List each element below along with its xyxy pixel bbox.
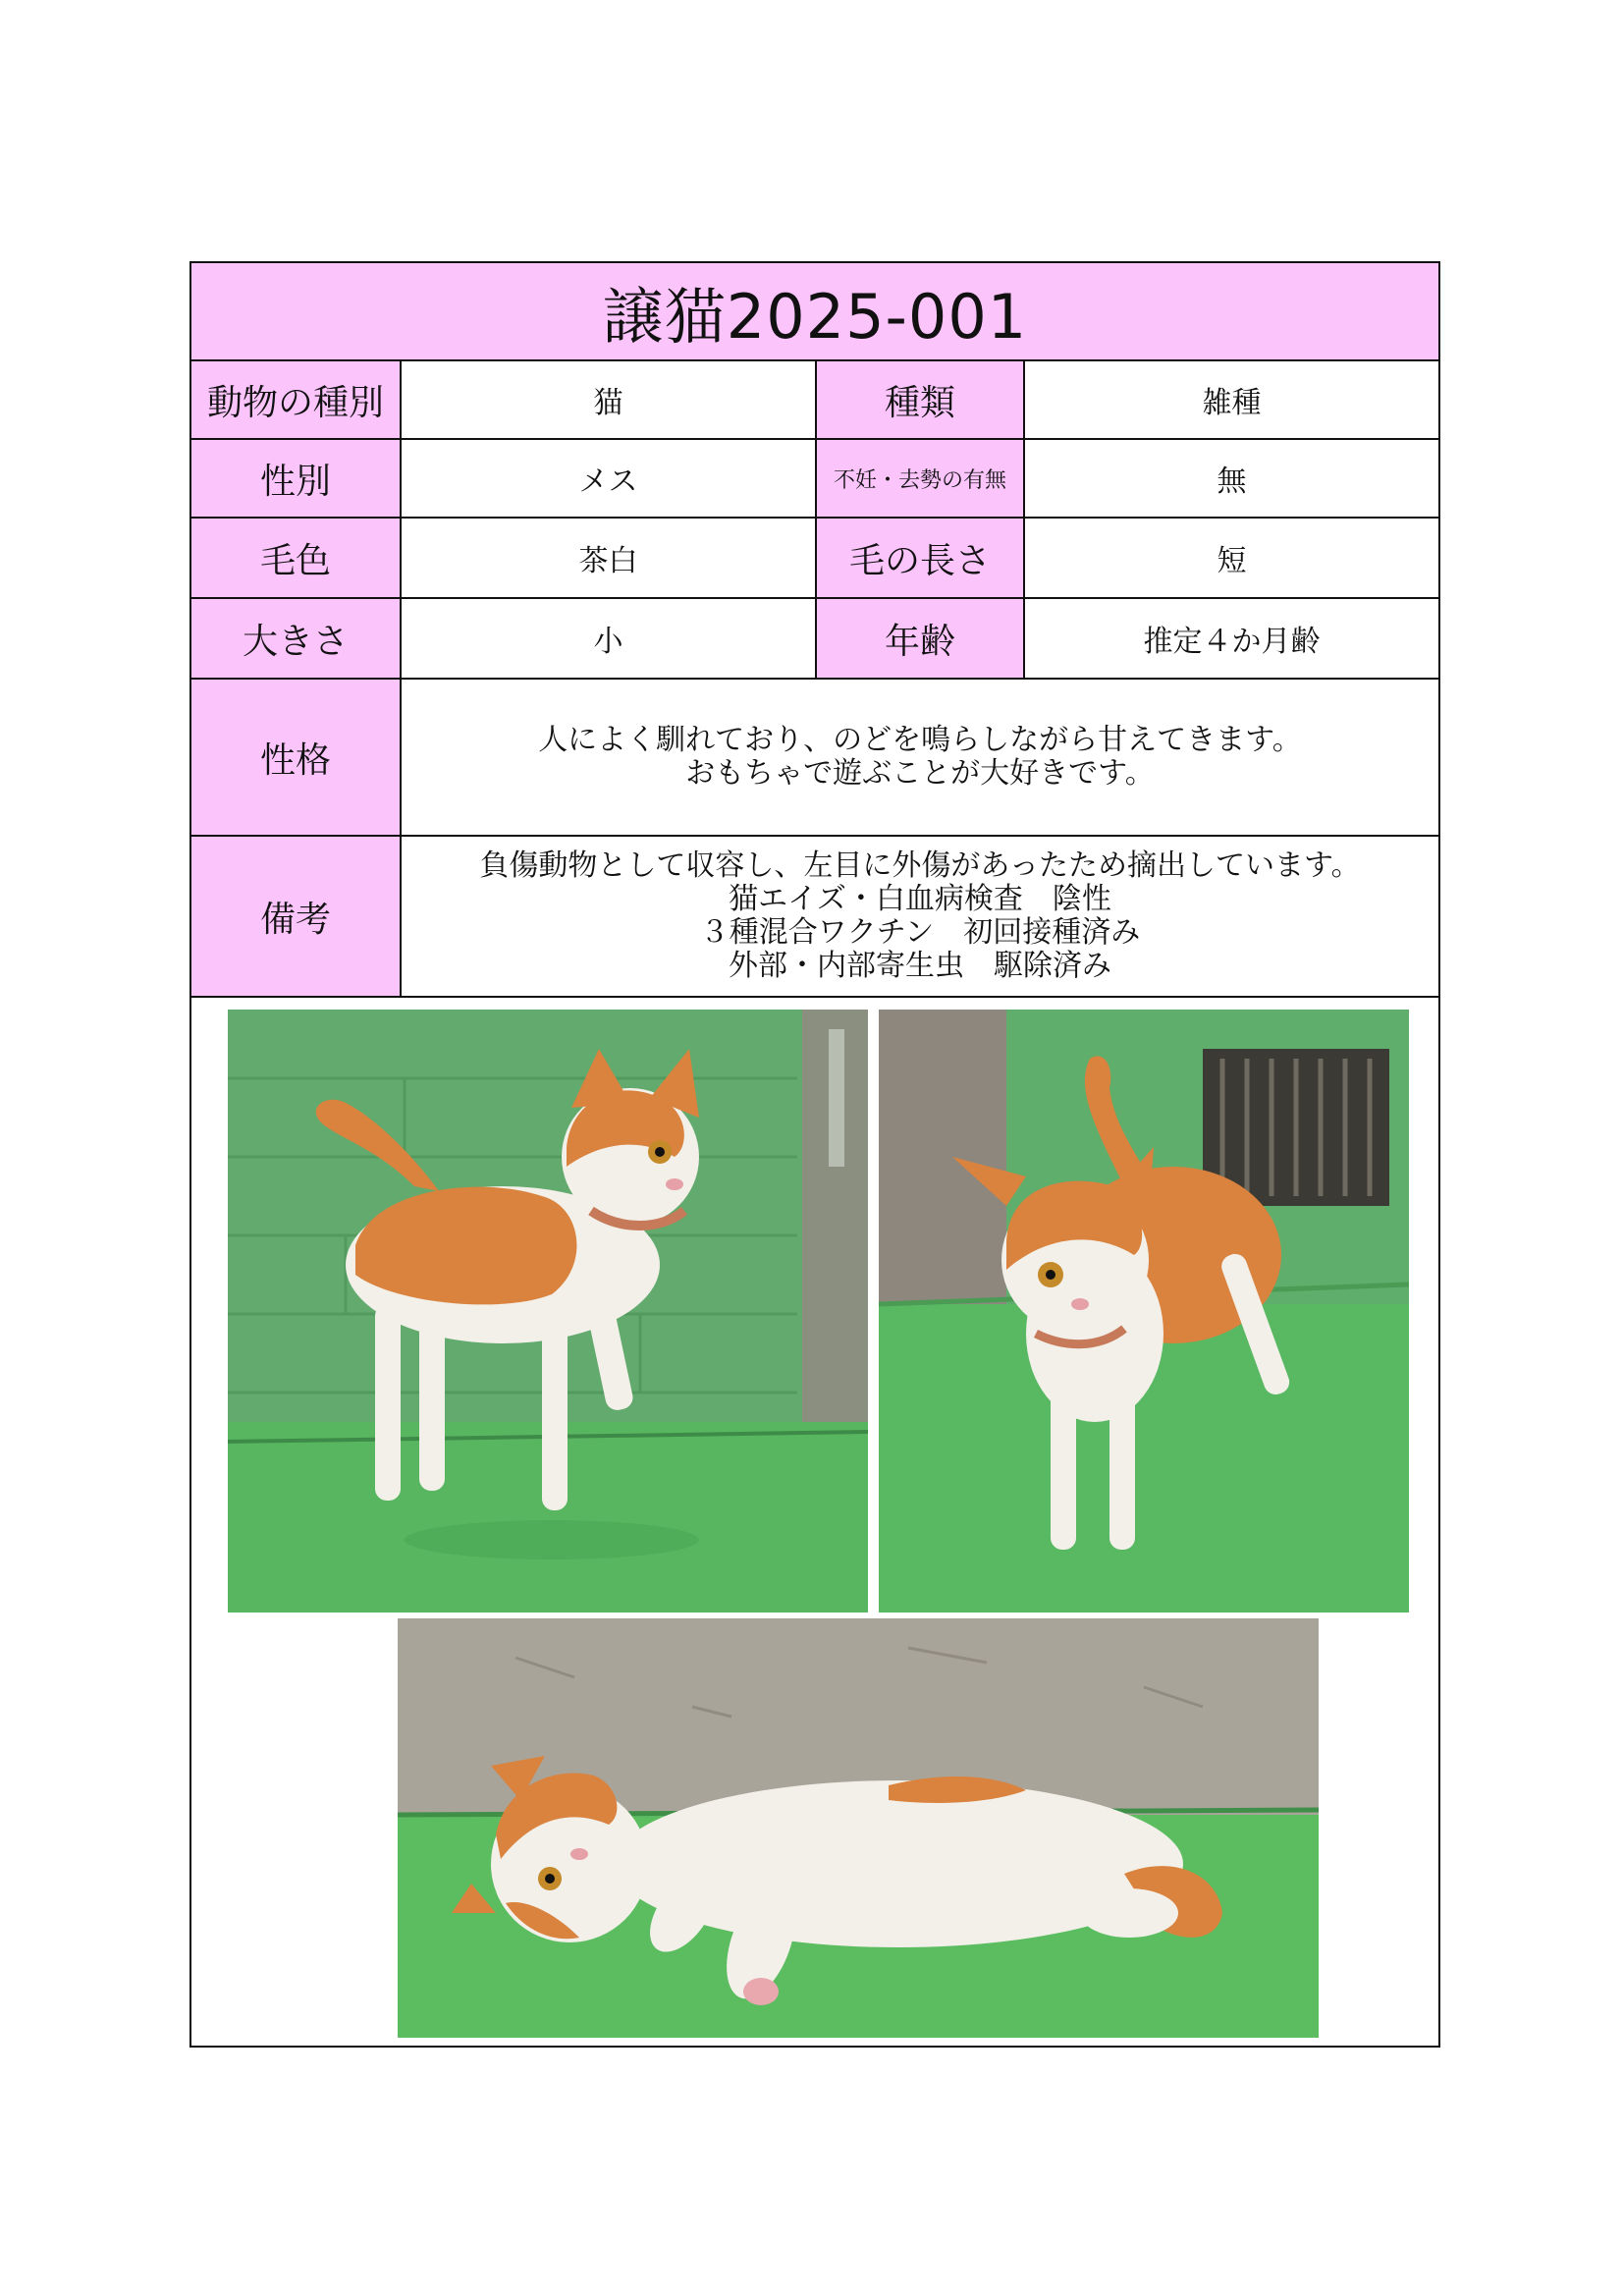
label-species: 動物の種別	[191, 361, 400, 438]
page-title: 譲猫2025-001	[191, 263, 1438, 361]
label-sex: 性別	[191, 440, 400, 517]
remarks-text	[402, 837, 1438, 996]
label-coat-length: 毛の長さ	[817, 519, 1023, 597]
label-age: 年齢	[817, 599, 1023, 678]
label-neutered: 不妊・去勢の有無	[817, 440, 1023, 517]
personality-line: おもちゃで遊ぶことが大好きです。	[685, 756, 1155, 791]
personality-text	[402, 680, 1438, 835]
label-personality: 性格	[191, 680, 400, 835]
value-coat-length: 短	[1025, 519, 1438, 597]
grid-line	[191, 996, 1438, 998]
value-size: 小	[402, 599, 815, 678]
value-sex: メス	[402, 440, 815, 517]
remarks-line: 負傷動物として収容し、左目に外傷があったため摘出しています。	[479, 848, 1361, 883]
label-size: 大きさ	[191, 599, 400, 678]
value-breed: 雑種	[1025, 361, 1438, 438]
cat-photo-lying	[398, 1618, 1319, 2038]
value-coat-color: 茶白	[402, 519, 815, 597]
label-breed: 種類	[817, 361, 1023, 438]
cat-photo-standing-side	[228, 1010, 868, 1613]
value-species: 猫	[402, 361, 815, 438]
remarks-line: 外部・内部寄生虫 駆除済み	[729, 949, 1111, 983]
value-age: 推定４か月齢	[1025, 599, 1438, 678]
label-coat-color: 毛色	[191, 519, 400, 597]
personality-line: 人によく馴れており、のどを鳴らしながら甘えてきます。	[538, 723, 1302, 757]
cat-photo-standing-front	[879, 1010, 1409, 1613]
remarks-line: ３種混合ワクチン 初回接種済み	[699, 915, 1141, 950]
label-remarks: 備考	[191, 837, 400, 996]
remarks-line: 猫エイズ・白血病検査 陰性	[729, 882, 1111, 916]
value-neutered: 無	[1025, 440, 1438, 517]
adoption-sheet	[189, 261, 1440, 2048]
